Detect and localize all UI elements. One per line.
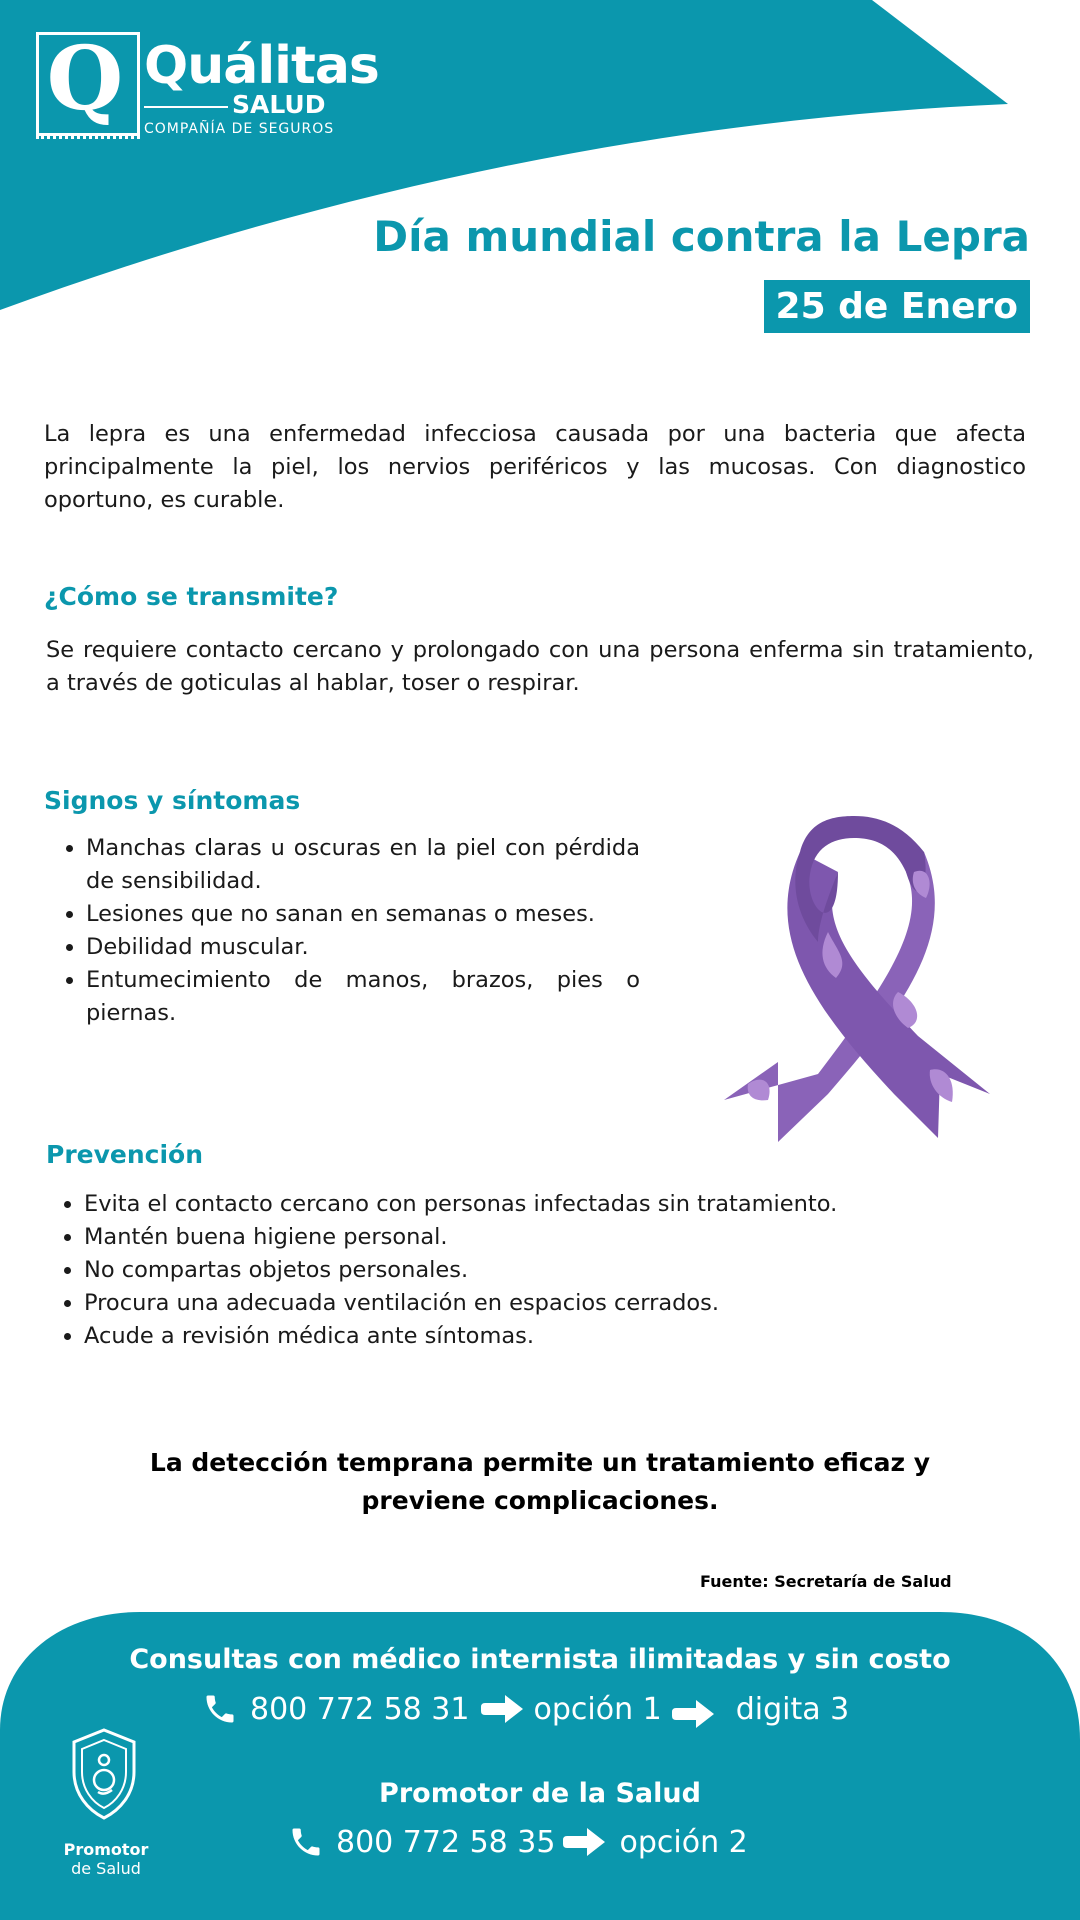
qualitas-logo	[36, 26, 379, 144]
purple-ribbon-icon	[718, 812, 994, 1144]
logo-rule	[144, 106, 228, 108]
promoter-title: Promotor de la Salud	[379, 1778, 701, 1809]
page-title: Día mundial contra la Lepra	[373, 212, 1030, 261]
logo-subtitle: COMPAÑÍA DE SEGUROS	[144, 121, 335, 137]
logo-salud: SALUD	[232, 90, 326, 119]
logo-name: Quálitas	[144, 36, 379, 96]
transmission-text: Se requiere contacto cercano y prolongado con una persona enferma sin tratamiento, a través de goticulas al hablar, toser o respirar.	[46, 637, 1034, 696]
logo-letter: Q	[46, 26, 124, 130]
consult-digit: digita 3	[735, 1691, 850, 1727]
list-item: • No compartas objetos personales.	[84, 1254, 1044, 1287]
list-item: • Manchas claras u oscuras en la piel con pérdida de sensibilidad.	[86, 832, 640, 898]
logo-dots	[36, 136, 140, 139]
intro-paragraph: La lepra es una enfermedad infecciosa causada por una bacteria que afecta principalmente la piel, los nervios periféricos y las mucosas. Con diagnostico oportuno, es curable.	[44, 421, 1026, 513]
cta-message	[100, 1444, 980, 1520]
shield-icon	[68, 1726, 140, 1822]
promoter-phone[interactable]: 800 772 58 35	[336, 1824, 556, 1860]
list-item: • Mantén buena higiene personal.	[84, 1221, 1044, 1254]
symptoms-list	[44, 832, 640, 1030]
arrow-right-icon	[672, 1698, 716, 1730]
source-note: Fuente: Secretaría de Salud	[700, 1572, 952, 1591]
list-item: • Procura una adecuada ventilación en espacios cerrados.	[84, 1287, 1044, 1320]
promoter-phone-row	[288, 1824, 748, 1860]
phone-icon	[202, 1691, 238, 1727]
cta-line-2: previene complicaciones.	[361, 1486, 719, 1515]
promoter-badge-label	[48, 1840, 164, 1878]
transmission-heading: ¿Cómo se transmite?	[44, 582, 339, 611]
cta-line-1: La detección temprana permite un tratamiento eficaz y	[149, 1448, 931, 1477]
consult-title: Consultas con médico internista ilimitadas y sin costo	[129, 1644, 951, 1675]
symptoms-heading: Signos y síntomas	[44, 786, 301, 815]
date-badge: 25 de Enero	[764, 280, 1030, 333]
arrow-right-icon	[563, 1826, 607, 1858]
promoter-option: opción 2	[619, 1824, 748, 1860]
badge-line-1: Promotor	[63, 1840, 149, 1859]
arrow-right-icon	[481, 1693, 525, 1725]
list-item: • Acude a revisión médica ante síntomas.	[84, 1320, 1044, 1353]
consult-option: opción 1	[533, 1691, 662, 1727]
consult-phone[interactable]: 800 772 58 31	[250, 1691, 470, 1727]
phone-icon	[288, 1824, 324, 1860]
ribbon-highlight	[748, 1080, 770, 1101]
prevention-list	[42, 1188, 1044, 1353]
prevention-heading: Prevención	[46, 1140, 204, 1169]
badge-line-2: de Salud	[71, 1859, 141, 1878]
list-item: • Entumecimiento de manos, brazos, pies o piernas.	[86, 964, 640, 1030]
list-item: • Lesiones que no sanan en semanas o meses.	[86, 898, 640, 931]
consult-phone-row	[202, 1688, 849, 1730]
list-item: • Debilidad muscular.	[86, 931, 640, 964]
list-item: • Evita el contacto cercano con personas infectadas sin tratamiento.	[84, 1188, 1044, 1221]
